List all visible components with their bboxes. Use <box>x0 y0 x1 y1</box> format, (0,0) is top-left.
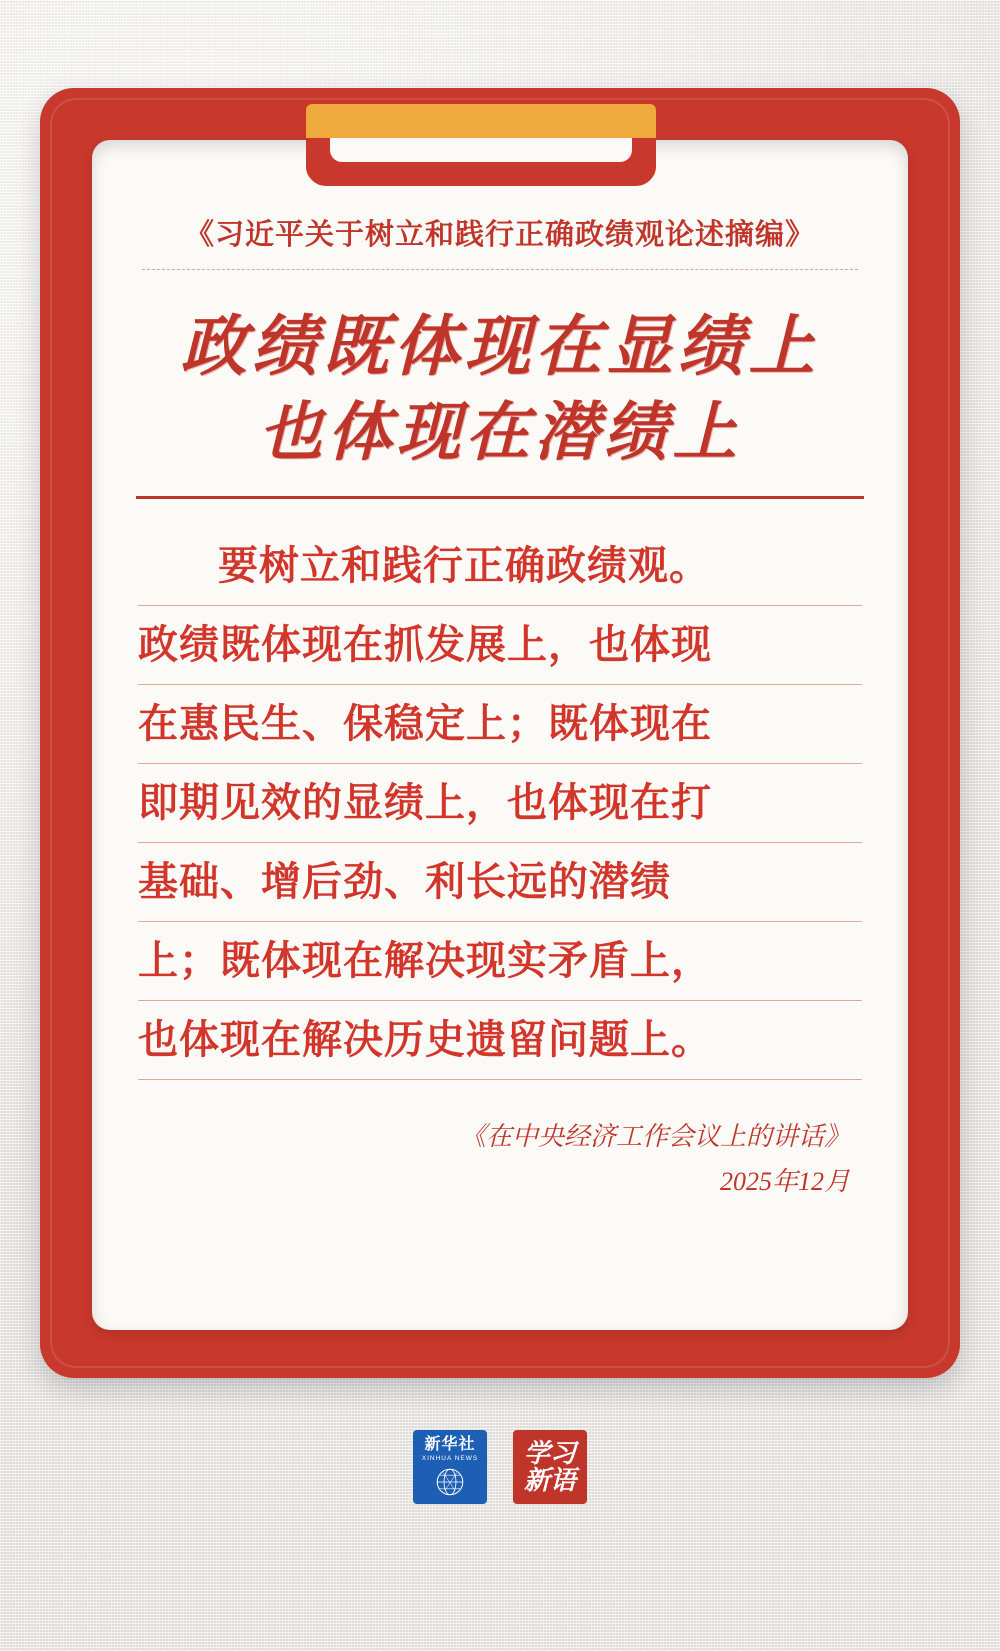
quote-line: 上；既体现在解决现实矛盾上， <box>138 922 862 1001</box>
source-date: 2025年12月 <box>719 1167 850 1197</box>
clipboard-clip-mouth <box>330 138 632 162</box>
xinhua-logo-cn-label: 新华社 <box>424 1436 476 1453</box>
quote-line: 在惠民生、保稳定上；既体现在 <box>138 685 862 764</box>
poster-sheet <box>92 140 908 1330</box>
headline-divider <box>136 496 864 499</box>
headline <box>132 304 868 476</box>
headline-line-2: 也体现在潜绩上 <box>258 397 742 469</box>
xinhua-logo-en-label: XINHUA NEWS <box>421 1454 479 1462</box>
xuexi-logo-line-2: 新语 <box>523 1466 576 1495</box>
quote-line: 即期见效的显绩上，也体现在打 <box>138 764 862 843</box>
xuexi-xinyu-logo <box>513 1430 587 1504</box>
globe-icon <box>433 1465 467 1499</box>
book-title: 《习近平关于树立和践行正确政绩观论述摘编》 <box>184 219 815 251</box>
quote-line: 政绩既体现在抓发展上，也体现 <box>138 606 862 685</box>
xinhua-news-logo <box>413 1430 487 1504</box>
xuexi-logo-line-1: 学习 <box>523 1438 576 1468</box>
quote-line: 也体现在解决历史遗留问题上。 <box>138 1001 862 1080</box>
source-title: 《在中央经济工作会议上的讲话》 <box>459 1121 850 1151</box>
poster-content <box>92 140 908 1330</box>
footer-logos <box>0 1430 1000 1504</box>
source-attribution <box>132 1114 868 1205</box>
quote-block <box>132 527 868 1080</box>
quote-line: 要树立和践行正确政绩观。 <box>138 527 862 606</box>
headline-line-1: 政绩既体现在显绩上 <box>180 311 820 384</box>
quote-line: 基础、增后劲、利长远的潜绩 <box>138 843 862 922</box>
title-divider <box>142 269 858 270</box>
